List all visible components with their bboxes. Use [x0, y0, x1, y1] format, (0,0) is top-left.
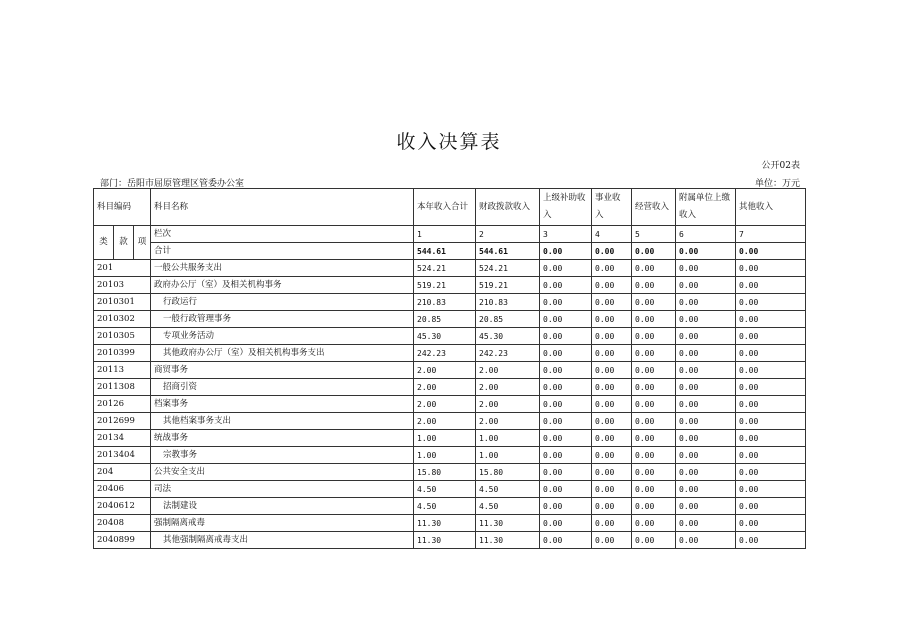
amount-cell: 4.50: [476, 481, 540, 498]
subject-code: 20406: [94, 481, 151, 498]
amount-cell: 0.00: [676, 379, 736, 396]
total-value: 544.61: [476, 243, 540, 260]
amount-cell: 0.00: [632, 345, 676, 362]
amount-cell: 15.80: [414, 464, 476, 481]
amount-cell: 0.00: [736, 260, 806, 277]
amount-cell: 0.00: [736, 345, 806, 362]
amount-cell: 1.00: [414, 447, 476, 464]
subject-code: 20134: [94, 430, 151, 447]
amount-cell: 0.00: [632, 447, 676, 464]
amount-cell: 0.00: [736, 447, 806, 464]
subject-name: 专项业务活动: [151, 328, 414, 345]
total-value: 0.00: [632, 243, 676, 260]
subject-name: 法制建设: [151, 498, 414, 515]
amount-cell: 0.00: [592, 362, 632, 379]
subject-name: 强制隔离戒毒: [151, 515, 414, 532]
header-col: 本年收入合计: [414, 189, 476, 226]
subject-name: 一般公共服务支出: [151, 260, 414, 277]
amount-cell: 2.00: [414, 362, 476, 379]
amount-cell: 0.00: [540, 396, 592, 413]
amount-cell: 45.30: [414, 328, 476, 345]
amount-cell: 2.00: [414, 413, 476, 430]
table-row: [94, 328, 806, 345]
amount-cell: 0.00: [736, 464, 806, 481]
amount-cell: 0.00: [592, 311, 632, 328]
form-number: 公开02表: [761, 161, 800, 171]
amount-cell: 0.00: [676, 277, 736, 294]
table-row: [94, 447, 806, 464]
amount-cell: 0.00: [592, 464, 632, 481]
amount-cell: 1.00: [414, 430, 476, 447]
amount-cell: 0.00: [632, 481, 676, 498]
amount-cell: 0.00: [540, 328, 592, 345]
table-row: [94, 498, 806, 515]
subject-code: 2040612: [94, 498, 151, 515]
amount-cell: 0.00: [736, 532, 806, 549]
amount-cell: 20.85: [414, 311, 476, 328]
amount-cell: 15.80: [476, 464, 540, 481]
amount-cell: 11.30: [414, 532, 476, 549]
amount-cell: 0.00: [540, 277, 592, 294]
amount-cell: 1.00: [476, 447, 540, 464]
amount-cell: 0.00: [736, 379, 806, 396]
amount-cell: 0.00: [676, 345, 736, 362]
subject-code: 2010305: [94, 328, 151, 345]
header-lei: 类: [94, 226, 114, 260]
amount-cell: 0.00: [632, 532, 676, 549]
amount-cell: 0.00: [676, 260, 736, 277]
amount-cell: 0.00: [632, 328, 676, 345]
subject-code: 20113: [94, 362, 151, 379]
header-name: 科目名称: [151, 189, 414, 226]
amount-cell: 0.00: [676, 294, 736, 311]
subject-code: 201: [94, 260, 151, 277]
amount-cell: 2.00: [414, 396, 476, 413]
col-number: 2: [476, 226, 540, 243]
amount-cell: 0.00: [676, 396, 736, 413]
amount-cell: 0.00: [592, 328, 632, 345]
subject-code: 2010302: [94, 311, 151, 328]
amount-cell: 242.23: [414, 345, 476, 362]
amount-cell: 45.30: [476, 328, 540, 345]
total-value: 0.00: [592, 243, 632, 260]
amount-cell: 0.00: [632, 498, 676, 515]
total-value: 0.00: [540, 243, 592, 260]
subject-code: 2010399: [94, 345, 151, 362]
total-row: [94, 243, 806, 260]
amount-cell: 0.00: [736, 430, 806, 447]
subject-code: 2012699: [94, 413, 151, 430]
subject-code: 2040899: [94, 532, 151, 549]
col-number: 3: [540, 226, 592, 243]
department-label: 部门：岳阳市屈原管理区管委办公室: [100, 179, 245, 189]
amount-cell: 2.00: [476, 413, 540, 430]
amount-cell: 0.00: [592, 396, 632, 413]
amount-cell: 11.30: [476, 515, 540, 532]
subject-name: 商贸事务: [151, 362, 414, 379]
amount-cell: 0.00: [540, 515, 592, 532]
subject-name: 司法: [151, 481, 414, 498]
amount-cell: 0.00: [592, 277, 632, 294]
amount-cell: 0.00: [676, 515, 736, 532]
table-row: [94, 260, 806, 277]
subject-code: 204: [94, 464, 151, 481]
amount-cell: 0.00: [632, 260, 676, 277]
amount-cell: 0.00: [736, 362, 806, 379]
amount-cell: 11.30: [476, 532, 540, 549]
table-row: [94, 311, 806, 328]
amount-cell: 0.00: [540, 362, 592, 379]
subject-name: 宗教事务: [151, 447, 414, 464]
amount-cell: 0.00: [540, 430, 592, 447]
amount-cell: 0.00: [540, 345, 592, 362]
subject-name: 其他政府办公厅（室）及相关机构事务支出: [151, 345, 414, 362]
subject-code: 2010301: [94, 294, 151, 311]
column-number-row: [94, 226, 806, 243]
subject-name: 招商引资: [151, 379, 414, 396]
amount-cell: 0.00: [676, 362, 736, 379]
income-final-accounts-table: [93, 188, 806, 549]
amount-cell: 0.00: [676, 328, 736, 345]
table-row: [94, 481, 806, 498]
amount-cell: 0.00: [632, 311, 676, 328]
header-kuan: 款: [114, 226, 134, 260]
amount-cell: 0.00: [632, 277, 676, 294]
amount-cell: 0.00: [676, 481, 736, 498]
subject-name: 档案事务: [151, 396, 414, 413]
amount-cell: 0.00: [592, 430, 632, 447]
amount-cell: 0.00: [592, 515, 632, 532]
total-label: 合计: [151, 243, 414, 260]
amount-cell: 0.00: [592, 379, 632, 396]
total-value: 0.00: [736, 243, 806, 260]
amount-cell: 0.00: [676, 464, 736, 481]
amount-cell: 0.00: [676, 413, 736, 430]
page-title: 收入决算表: [396, 131, 502, 153]
table-row: [94, 345, 806, 362]
header-col: 附属单位上缴收入: [676, 189, 736, 226]
amount-cell: 0.00: [592, 413, 632, 430]
amount-cell: 210.83: [476, 294, 540, 311]
amount-cell: 4.50: [476, 498, 540, 515]
amount-cell: 0.00: [632, 362, 676, 379]
amount-cell: 0.00: [592, 294, 632, 311]
amount-cell: 210.83: [414, 294, 476, 311]
amount-cell: 0.00: [540, 532, 592, 549]
table-row: [94, 396, 806, 413]
amount-cell: 0.00: [676, 498, 736, 515]
amount-cell: 2.00: [414, 379, 476, 396]
amount-cell: 0.00: [540, 413, 592, 430]
amount-cell: 2.00: [476, 362, 540, 379]
col-number: 6: [676, 226, 736, 243]
lanci-label: 栏次: [151, 226, 414, 243]
subject-name: 政府办公厅（室）及相关机构事务: [151, 277, 414, 294]
header-col: 事业收入: [592, 189, 632, 226]
amount-cell: 0.00: [632, 515, 676, 532]
amount-cell: 524.21: [476, 260, 540, 277]
header-code: 科目编码: [94, 189, 151, 226]
subject-code: 2013404: [94, 447, 151, 464]
amount-cell: 0.00: [736, 515, 806, 532]
table-row: [94, 532, 806, 549]
col-number: 1: [414, 226, 476, 243]
amount-cell: 0.00: [632, 396, 676, 413]
subject-name: 公共安全支出: [151, 464, 414, 481]
amount-cell: 0.00: [592, 481, 632, 498]
amount-cell: 0.00: [540, 464, 592, 481]
table-row: [94, 413, 806, 430]
subject-name: 行政运行: [151, 294, 414, 311]
amount-cell: 0.00: [540, 379, 592, 396]
col-number: 4: [592, 226, 632, 243]
amount-cell: 0.00: [632, 430, 676, 447]
amount-cell: 0.00: [676, 430, 736, 447]
amount-cell: 0.00: [540, 311, 592, 328]
header-xiang: 项: [134, 226, 151, 260]
subject-code: 20408: [94, 515, 151, 532]
header-col: 上级补助收入: [540, 189, 592, 226]
amount-cell: 20.85: [476, 311, 540, 328]
amount-cell: 0.00: [540, 260, 592, 277]
subject-name: 其他档案事务支出: [151, 413, 414, 430]
table-row: [94, 362, 806, 379]
amount-cell: 0.00: [736, 413, 806, 430]
amount-cell: 0.00: [632, 379, 676, 396]
amount-cell: 1.00: [476, 430, 540, 447]
table-row: [94, 515, 806, 532]
amount-cell: 0.00: [592, 260, 632, 277]
amount-cell: 0.00: [632, 294, 676, 311]
amount-cell: 0.00: [736, 311, 806, 328]
col-number: 7: [736, 226, 806, 243]
amount-cell: 0.00: [736, 498, 806, 515]
amount-cell: 0.00: [676, 447, 736, 464]
amount-cell: 0.00: [540, 294, 592, 311]
amount-cell: 0.00: [540, 498, 592, 515]
header-row: [94, 189, 806, 226]
amount-cell: 0.00: [592, 447, 632, 464]
amount-cell: 4.50: [414, 481, 476, 498]
header-col: 其他收入: [736, 189, 806, 226]
amount-cell: 2.00: [476, 396, 540, 413]
amount-cell: 0.00: [736, 396, 806, 413]
table-row: [94, 379, 806, 396]
amount-cell: 524.21: [414, 260, 476, 277]
amount-cell: 0.00: [676, 311, 736, 328]
amount-cell: 0.00: [736, 481, 806, 498]
amount-cell: 0.00: [540, 481, 592, 498]
subject-code: 20103: [94, 277, 151, 294]
amount-cell: 0.00: [540, 447, 592, 464]
amount-cell: 0.00: [592, 498, 632, 515]
amount-cell: 0.00: [736, 328, 806, 345]
amount-cell: 2.00: [476, 379, 540, 396]
col-number: 5: [632, 226, 676, 243]
amount-cell: 0.00: [632, 413, 676, 430]
subject-name: 一般行政管理事务: [151, 311, 414, 328]
unit-label: 单位：万元: [754, 179, 800, 189]
total-value: 544.61: [414, 243, 476, 260]
table-row: [94, 464, 806, 481]
subject-code: 20126: [94, 396, 151, 413]
amount-cell: 0.00: [736, 294, 806, 311]
table-row: [94, 294, 806, 311]
amount-cell: 0.00: [736, 277, 806, 294]
header-col: 财政拨款收入: [476, 189, 540, 226]
amount-cell: 242.23: [476, 345, 540, 362]
total-value: 0.00: [676, 243, 736, 260]
subject-code: 2011308: [94, 379, 151, 396]
amount-cell: 519.21: [476, 277, 540, 294]
amount-cell: 4.50: [414, 498, 476, 515]
subject-name: 其他强制隔离戒毒支出: [151, 532, 414, 549]
amount-cell: 0.00: [632, 464, 676, 481]
amount-cell: 0.00: [592, 532, 632, 549]
table-row: [94, 430, 806, 447]
amount-cell: 0.00: [592, 345, 632, 362]
amount-cell: 11.30: [414, 515, 476, 532]
amount-cell: 519.21: [414, 277, 476, 294]
table-row: [94, 277, 806, 294]
amount-cell: 0.00: [676, 532, 736, 549]
header-col: 经营收入: [632, 189, 676, 226]
subject-name: 统战事务: [151, 430, 414, 447]
